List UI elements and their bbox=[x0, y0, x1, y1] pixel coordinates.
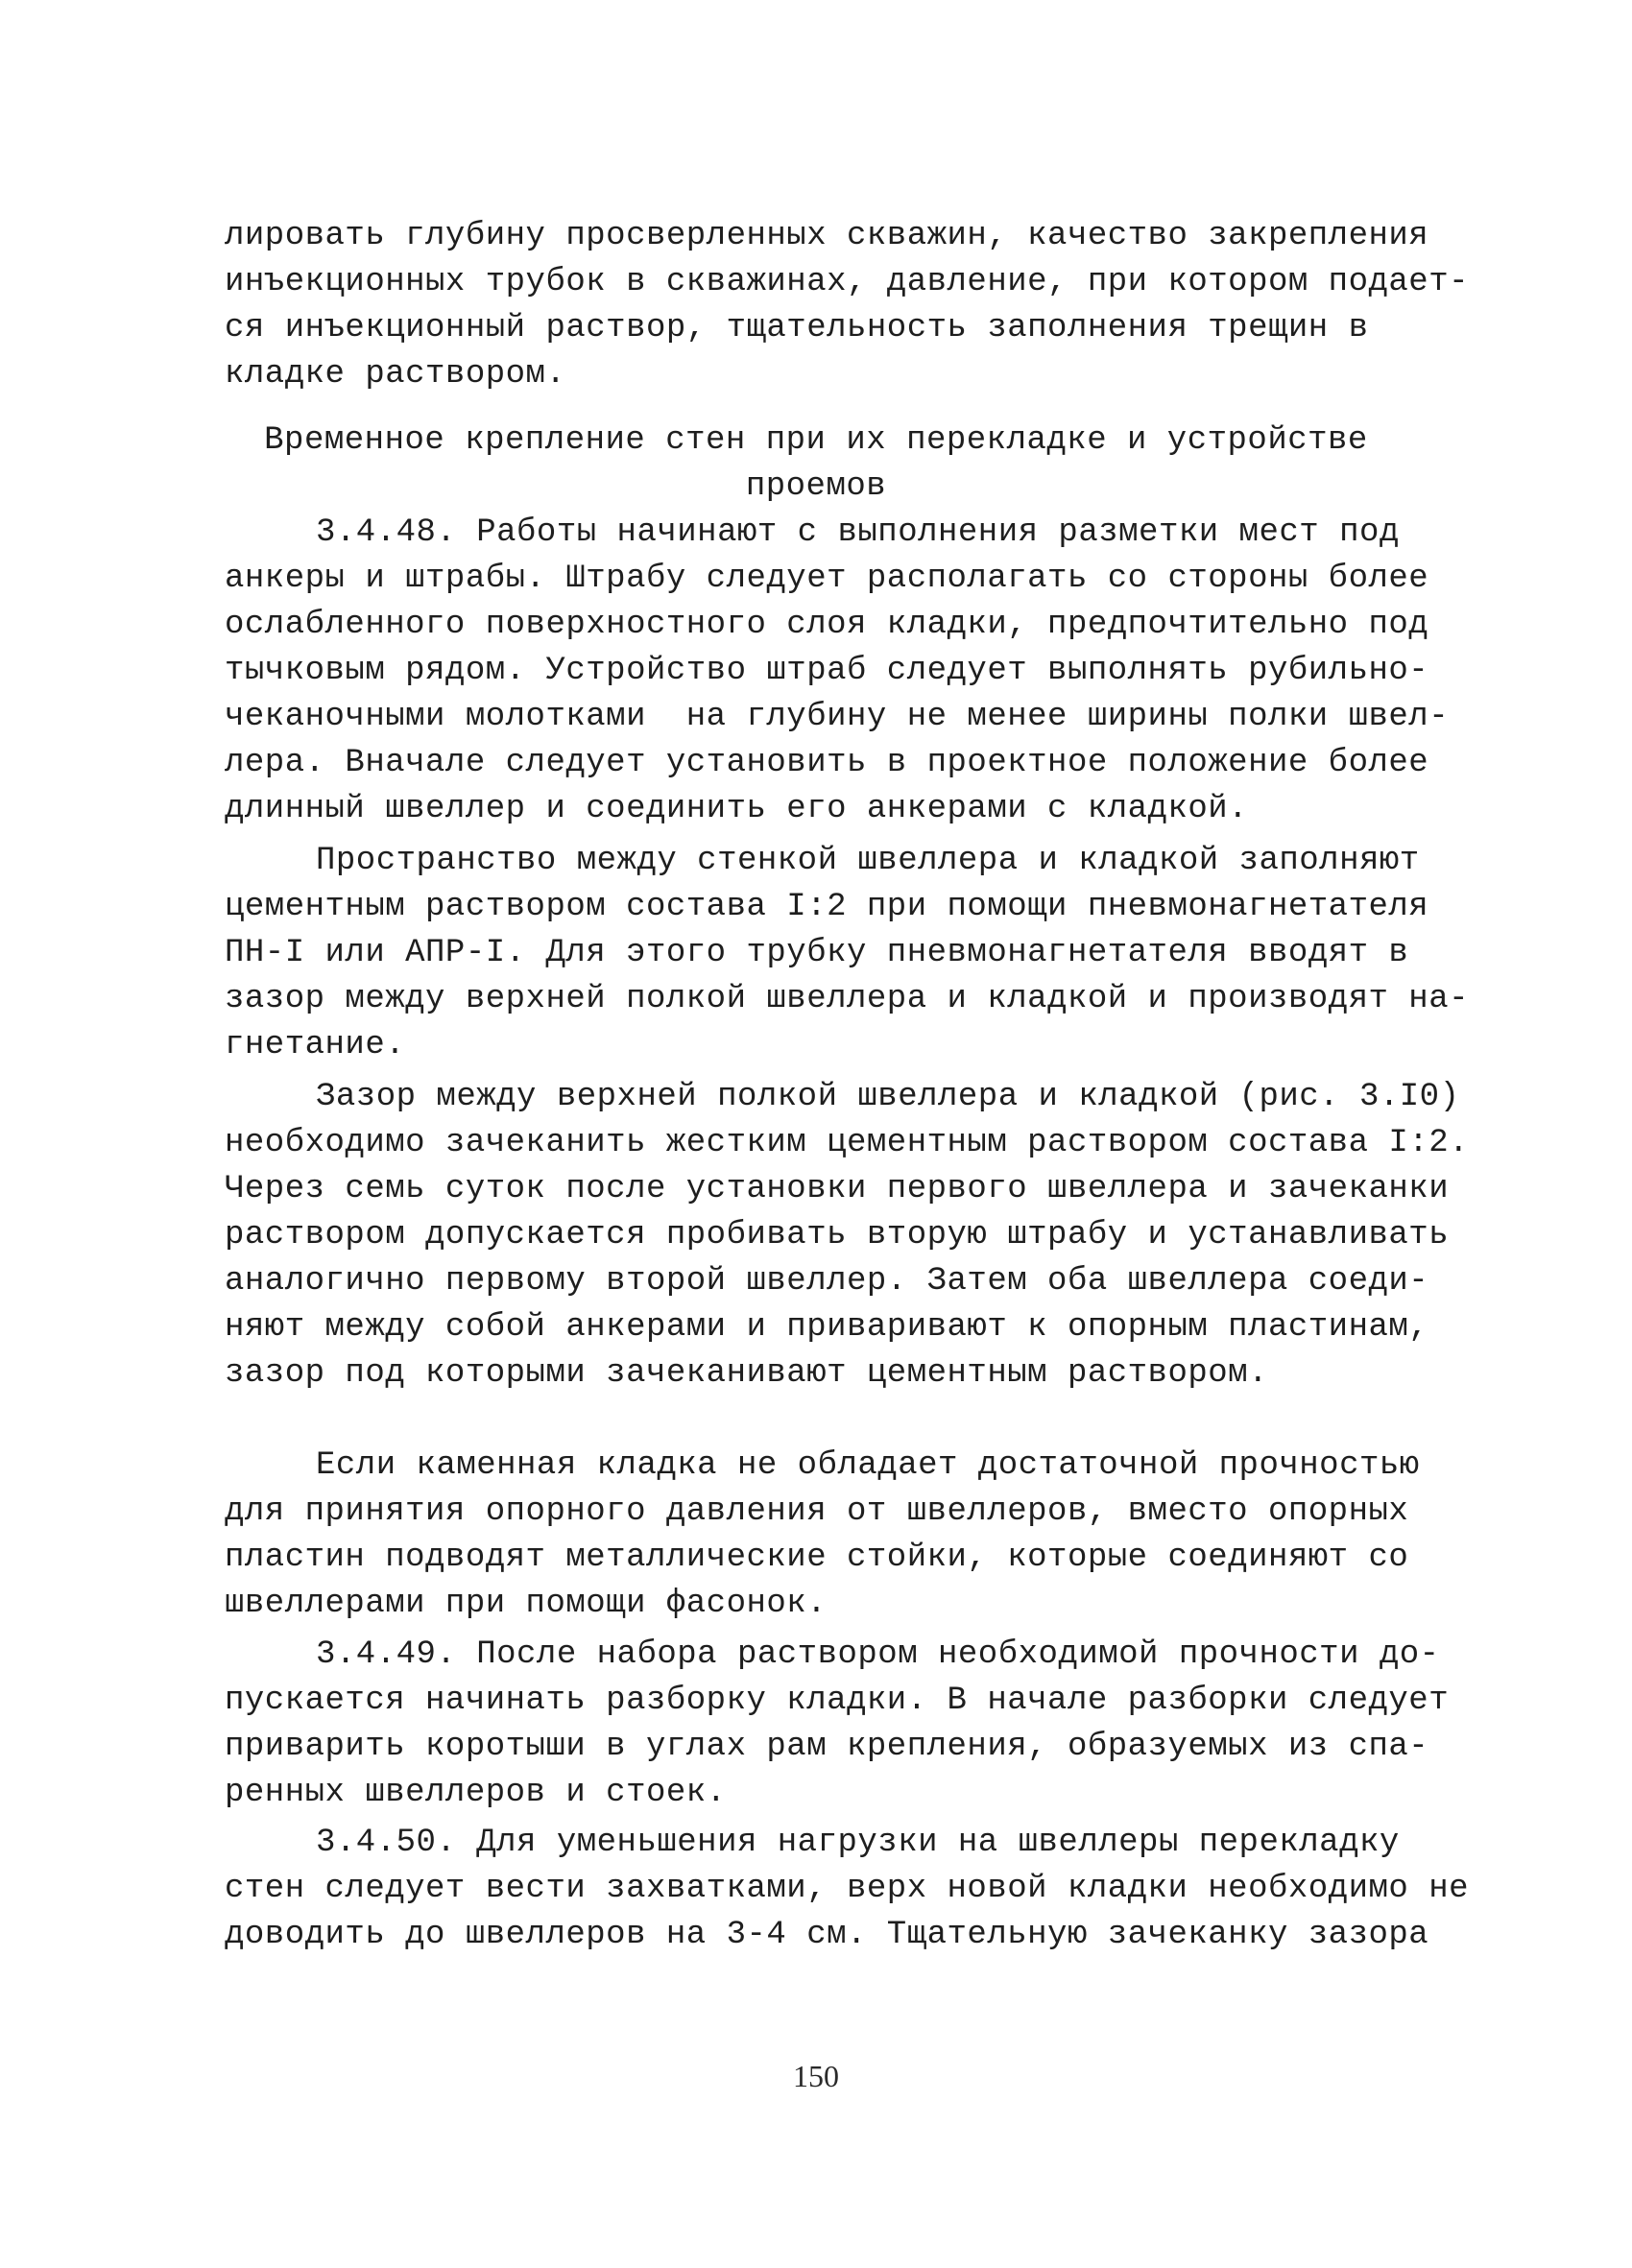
text-line: приварить коротыши в углах рам крепления, образуемых из спа- bbox=[225, 1729, 1429, 1765]
text-line: ПН-I или АПР-I. Для этого трубку пневмонагнетателя вводят в bbox=[225, 935, 1409, 971]
text-line: ся инъекционный раствор, тщательность заполнения трещин в bbox=[225, 310, 1369, 346]
text-line: раствором допускается пробивать вторую штрабу и устанавливать bbox=[225, 1217, 1450, 1253]
text-line: аналогично первому второй швеллер. Затем оба швеллера соеди- bbox=[225, 1263, 1429, 1300]
text-line: Через семь суток после установки первого швеллера и зачеканки bbox=[225, 1171, 1450, 1207]
text-line: лировать глубину просверленных скважин, качество закрепления bbox=[225, 218, 1429, 254]
text-line: тычковым рядом. Устройство штраб следует выполнять рубильно- bbox=[225, 653, 1429, 689]
paragraph-first-line: Пространство между стенкой швеллера и кладкой заполняют bbox=[316, 843, 1420, 879]
text-line: няют между собой анкерами и приваривают к опорным пластинам, bbox=[225, 1309, 1429, 1346]
text-line: доводить до швеллеров на 3-4 см. Тщательную зачеканку зазора bbox=[225, 1917, 1429, 1953]
text-line: пускается начинать разборку кладки. В начале разборки следует bbox=[225, 1683, 1450, 1719]
paragraph-first-line: 3.4.48. Работы начинают с выполнения разметки мест под bbox=[316, 514, 1400, 551]
text-line: лера. Вначале следует установить в проектное положение более bbox=[225, 745, 1429, 781]
text-line: швеллерами при помощи фасонок. bbox=[225, 1586, 828, 1622]
text-line: стен следует вести захватками, верх новой кладки необходимо не bbox=[225, 1871, 1470, 1907]
text-line: чеканочными молотками на глубину не менее ширины полки швел- bbox=[225, 699, 1450, 735]
paragraph-first-line: 3.4.50. Для уменьшения нагрузки на швеллеры перекладку bbox=[316, 1825, 1400, 1861]
text-line: зазор под которыми зачеканивают цементным раствором. bbox=[225, 1355, 1268, 1392]
text-line: необходимо зачеканить жестким цементным раствором состава I:2. bbox=[225, 1125, 1470, 1161]
paragraph-first-line: 3.4.49. После набора раствором необходимой прочности до- bbox=[316, 1636, 1440, 1673]
text-line: пластин подводят металлические стойки, которые соединяют со bbox=[225, 1540, 1409, 1576]
text-line: инъекционных трубок в скважинах, давление, при котором подает- bbox=[225, 264, 1470, 300]
text-line: гнетание. bbox=[225, 1027, 406, 1063]
paragraph-first-line: Зазор между верхней полкой швеллера и кладкой (рис. 3.I0) bbox=[316, 1079, 1460, 1115]
text-line: ослабленного поверхностного слоя кладки, предпочтительно под bbox=[225, 607, 1429, 643]
text-line: длинный швеллер и соединить его анкерами с кладкой. bbox=[225, 791, 1249, 827]
text-line: для принятия опорного давления от швеллеров, вместо опорных bbox=[225, 1493, 1409, 1530]
text-line: цементным раствором состава I:2 при помощи пневмонагнетателя bbox=[225, 889, 1429, 925]
text-line: анкеры и штрабы. Штрабу следует располагать со стороны более bbox=[225, 561, 1429, 597]
text-line: кладке раствором. bbox=[225, 356, 566, 393]
section-heading: Временное крепление стен при их перекладке и устройстве bbox=[264, 422, 1368, 459]
paragraph-first-line: Если каменная кладка не обладает достаточной прочностью bbox=[316, 1447, 1420, 1484]
text-line: зазор между верхней полкой швеллера и кладкой и производят на- bbox=[225, 981, 1470, 1017]
text-line: ренных швеллеров и стоек. bbox=[225, 1775, 727, 1811]
section-heading-continuation: проемов bbox=[745, 468, 887, 505]
page-number: 150 bbox=[793, 2059, 839, 2093]
